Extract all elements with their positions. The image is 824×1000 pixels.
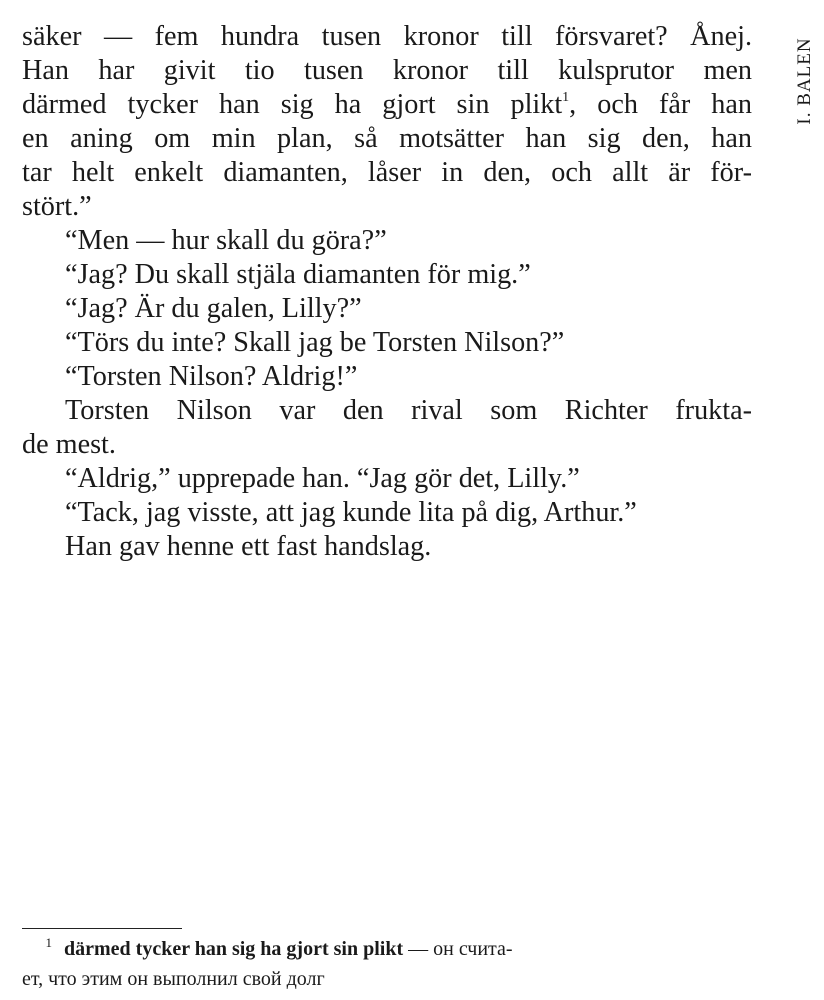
running-head-text: I. BALEN — [794, 37, 815, 125]
footnote: 1 därmed tycker han sig ha gjort sin plikt — он счита- ет, что этим он выполнил свой долг — [22, 935, 513, 990]
dialogue-line: “Aldrig,” upprepade han. “Jag gör det, Lilly.” — [65, 463, 580, 494]
body-line: tar helt enkelt diamanten, låser in den, och allt är för- — [22, 157, 752, 188]
dialogue-line: “Jag? Du skall stjäla diamanten för mig.” — [65, 259, 531, 290]
body-line: Han har givit tio tusen kronor till kulsprutor men — [22, 55, 752, 86]
body-line — [22, 88, 752, 122]
body-line-part: därmed tycker han sig ha gjort sin plikt — [22, 89, 563, 120]
footnote-term: därmed tycker han sig ha gjort sin plikt — [64, 938, 404, 960]
dialogue-line: “Törs du inte? Skall jag be Torsten Nilson?” — [65, 327, 565, 358]
body-text — [22, 20, 752, 564]
dialogue-line: “Men — hur skall du göra?” — [65, 225, 387, 256]
footnote-reference[interactable]: 1 — [562, 89, 570, 105]
footnote-divider — [22, 928, 182, 929]
dialogue-line: “Jag? Är du galen, Lilly?” — [65, 293, 362, 324]
body-line: säker — fem hundra tusen kronor till försvaret? Ånej. — [22, 21, 752, 52]
body-line: stört.” — [22, 191, 92, 222]
body-line: Torsten Nilson var den rival som Richter frukta- — [65, 395, 752, 426]
running-head — [790, 26, 820, 136]
body-line: Han gav henne ett fast handslag. — [65, 531, 432, 562]
body-line: de mest. — [22, 429, 116, 460]
dialogue-line: “Tack, jag visste, att jag kunde lita på dig, Arthur.” — [65, 497, 637, 528]
dialogue-line: “Torsten Nilson? Aldrig!” — [65, 361, 358, 392]
footnote-gloss: — он счита- — [403, 938, 513, 960]
body-line: en aning om min plan, så motsätter han sig den, han — [22, 123, 752, 154]
body-line-part: , och får han — [569, 89, 752, 120]
footnote-gloss: ет, что этим он выполнил свой долг — [22, 968, 325, 990]
